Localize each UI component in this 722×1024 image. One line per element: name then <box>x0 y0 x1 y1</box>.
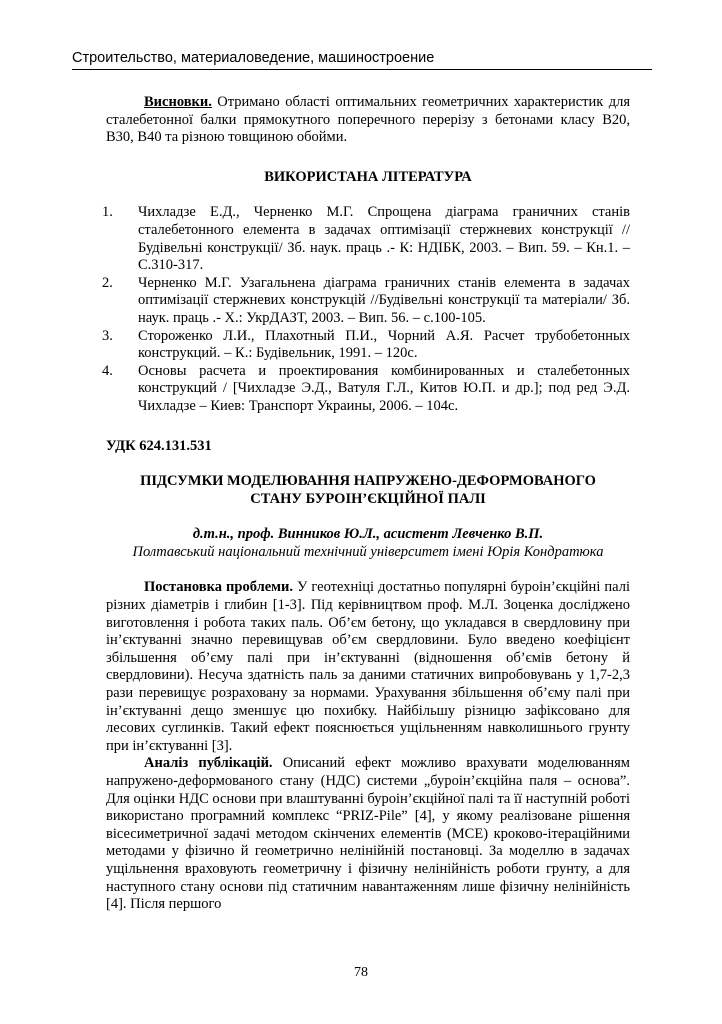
reference-text: Чихладзе Е.Д., Черненко М.Г. Спрощена діаграма граничних станів сталебетонного елемента в задачах оптимізації стержневих конструкції //Будівельні конструкції/ Зб. наук. праць .- К: НДІБК, 2003. – Вип. 59. – Кн.1. – С.310-317. <box>138 204 630 274</box>
conclusions-label: Висновки. <box>144 94 212 110</box>
references-list <box>102 204 630 415</box>
problem-text: У геотехніці достатньо популярні буроін’єкційні палі різних діаметрів і глибин [1-3]. Під керівництвом проф. М.Л. Зоценка досліджено виготовлення і робота таких паль. Об’єм бетону, що укладався в свердловину при ін’єктуванні значно перевищував об’єм свердловини. Було введено коефіцієнт збільшення об’єму палі при ін’єктуванні (відношення об’ємів бетону й свердловини). Несуча здатність паль за даними статичних випробовувань у 1,7-2,3 рази перевищує розраховану за нормами. Урахування збільшення об’єму палі при ін’єктуванні дещо зменшує цю похибку. Найбільшу різницю зафіксовано для лесових суглинків. Такий ефект пояснюється ущільненням навколишнього грунту при ін’єктуванні [3]. <box>106 579 630 754</box>
conclusions-paragraph <box>106 94 630 147</box>
reference-number: 2. <box>102 274 113 291</box>
reference-text: Черненко М.Г. Узагальнена діаграма граничних станів елемента в задачах оптимізації стержневих конструкцій //Будівельні конструкції та матеріали/ Зб. наук. праць .- Х.: УкрДАЗТ, 2003. – Вип. 56. – с.100-105. <box>138 274 630 326</box>
article-title-line1: ПІДСУМКИ МОДЕЛЮВАННЯ НАПРУЖЕНО-ДЕФОРМОВАНОГО <box>140 473 596 490</box>
conclusions-text: Отримано області оптимальних геометричних характеристик для сталебетонної балки прямокутного поперечного перерізу з бетонами класу В20, В30, В40 та різною товщиною обойми. <box>106 94 630 146</box>
reference-number: 3. <box>102 327 113 344</box>
analysis-text: Описаний ефект можливо врахувати моделюванням напружено-деформованого стану (НДС) системи „буроін’єкційна паля – основа”. Для оцінки НДС основи при влаштуванні буроін’єкційної палі та її наступній роботі використано програмний комплекс “PRIZ-Pile” [4], у якому реалізоване рішення вісесиметричної задачі методом скінчених елементів (МСЕ) кроково-ітераційними методами у фізично й геометрично нелінійній постановці. За моделлю в задачах ущільнення враховують геометричну і фізичну нелінійність роботи грунту, а для наступного стану основи під статичним навантаженням лише фізичну нелінійність [4]. Після першого <box>106 755 630 913</box>
page-body <box>102 94 630 914</box>
problem-paragraph <box>106 579 630 755</box>
article-title-line2: СТАНУ БУРОІН’ЄКЦІЙНОЇ ПАЛІ <box>250 490 486 507</box>
reference-item <box>102 328 630 363</box>
references-heading: ВИКОРИСТАНА ЛІТЕРАТУРА <box>264 168 472 185</box>
page-number: 78 <box>354 965 368 980</box>
article-affiliation: Полтавський національний технічний університет імені Юрія Кондратюка <box>132 543 604 560</box>
article-authors: д.т.н., проф. Винников Ю.Л., асистент Левченко В.П. <box>192 526 544 543</box>
udk-code: УДК 624.131.531 <box>106 437 212 454</box>
running-header: Строительство, материаловедение, машиностроение <box>72 50 652 70</box>
reference-item <box>102 275 630 328</box>
reference-text: Основы расчета и проектирования комбинированных и сталебетонных конструкций / [Чихладзе Э.Д., Ватуля Г.Л., Китов Ю.П. и др.]; под ред Э.Д. Чихладзе – Киев: Транспорт Украины, 2006. – 104с. <box>138 362 630 414</box>
analysis-label: Аналіз публікацій. <box>144 755 273 772</box>
reference-number: 1. <box>102 204 113 221</box>
reference-item <box>102 204 630 274</box>
analysis-paragraph <box>106 755 630 913</box>
reference-number: 4. <box>102 362 113 379</box>
reference-item <box>102 363 630 416</box>
reference-text: Стороженко Л.И., Плахотный П.И., Чорний А.Я. Расчет трубобетонных конструкций. – К.: Будівельник, 1991. – 120с. <box>138 327 630 362</box>
problem-label: Постановка проблеми. <box>144 579 294 596</box>
